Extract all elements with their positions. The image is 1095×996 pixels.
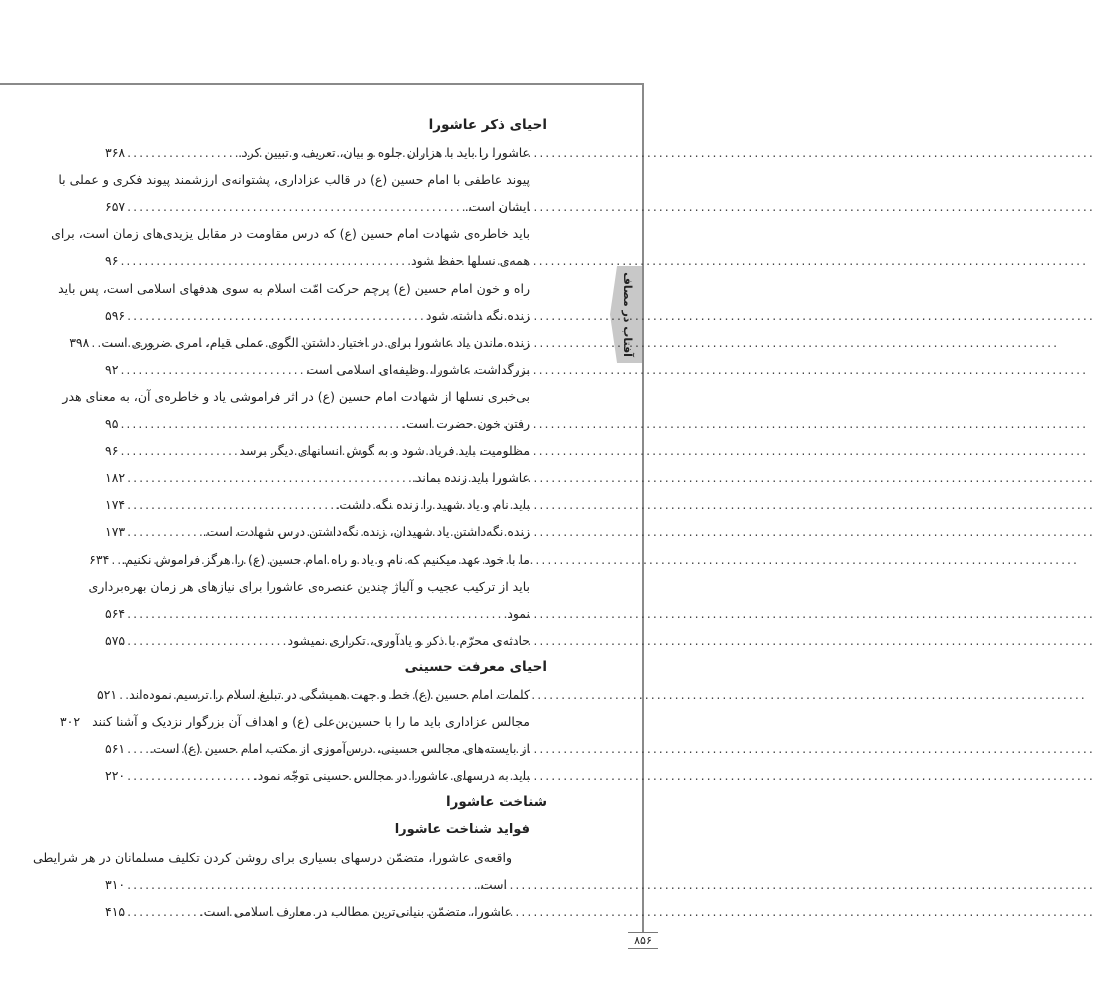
dot-leader <box>127 464 412 491</box>
index-entry-line <box>96 681 530 708</box>
page-reference: ۳۱۰ <box>105 876 126 892</box>
entry-text: مظلومیت باید فریاد شود و به گوش انسانهای دیگر برسد <box>239 443 530 459</box>
index-entry-line <box>105 356 530 383</box>
index-entry-line <box>105 410 530 437</box>
index-entry-line <box>105 302 530 329</box>
page-reference: ۵۶۴ <box>105 605 126 621</box>
index-entry-line <box>105 871 507 898</box>
book-title: آفتاب در مصاف <box>620 272 634 357</box>
entry-text: از بایسته‌های مجالس حسینی، درس‌آموزی از مکتب امام حسین (ع) است. <box>149 741 530 757</box>
dot-leader <box>127 600 507 627</box>
dot-leader <box>127 139 238 166</box>
page-reference: ۲۲۰ <box>105 768 126 784</box>
entry-text: مجالس عزاداری باید ما را با حسین‌بن‌علی (ع) و اهداف آن بزرگوار نزدیک و آشنا کنند <box>92 714 530 730</box>
dot-leader <box>127 193 465 220</box>
entry-text: باید خاطره‌ی شهادت امام حسین (ع) که درس مقاومت در مقابل یزیدی‌های زمان است، برای <box>51 226 530 242</box>
index-entry-line <box>105 627 530 654</box>
page-reference: ۹۲ <box>105 361 119 377</box>
page-number: ۸۵۶ <box>628 932 658 949</box>
entry-text: راه و خون امام حسین (ع) پرچم حرکت امّت اسلام به سوی هدفهای اسلامی است، پس باید <box>58 280 530 296</box>
index-entry-line <box>105 247 530 274</box>
entry-text: باید از ترکیب عجیب و آلیاژ چندین عنصره‌ی عاشورا برای نیازهای هر زمان بهره‌برداری <box>88 578 530 594</box>
index-entry-line <box>58 166 530 193</box>
index-entry-line <box>88 573 530 600</box>
entry-text: همه‌ی نسلها حفظ شود <box>411 253 530 269</box>
dot-leader <box>119 681 129 708</box>
dot-leader <box>120 437 239 464</box>
page-reference: ۳۰۲ <box>59 714 81 730</box>
dot-leader <box>127 735 149 762</box>
entry-text: عاشورا، متضمّن بنیانی‌ترین مطالب در معارف اسلامی است. <box>199 903 512 919</box>
dot-leader <box>111 546 121 573</box>
page-reference: ۹۶ <box>105 443 119 459</box>
index-entry-line <box>105 437 530 464</box>
entry-text: نمود <box>507 605 530 621</box>
dot-leader <box>127 871 477 898</box>
entry-text: شناخت عاشورا <box>445 794 547 811</box>
dot-leader <box>127 762 254 789</box>
page-reference: ۳۶۸ <box>105 145 126 161</box>
entry-text: رفتن خون حضرت است. <box>401 416 530 432</box>
dot-leader <box>91 329 101 356</box>
entry-text: بزرگداشت عاشورا، وظیفه‌ای اسلامی است <box>306 361 530 377</box>
section-heading <box>105 789 547 816</box>
subsection-heading <box>105 816 530 843</box>
section-heading <box>105 654 547 681</box>
index-entry-line <box>32 844 512 871</box>
index-entry-line <box>105 491 530 518</box>
index-entry-line <box>69 329 530 356</box>
page-reference: ۶۳۴ <box>89 551 110 567</box>
index-list <box>32 112 547 925</box>
page-reference: ۶۵۷ <box>105 199 126 215</box>
section-heading <box>105 112 547 139</box>
entry-text: زنده ماندن یاد عاشورا برای در اختیار داشتن الگوی عملی قیام، امری ضروری است <box>101 334 530 350</box>
index-entry-line <box>59 708 530 735</box>
page-reference: ۹۶ <box>105 253 119 269</box>
page-reference: ۵۶۱ <box>105 741 126 757</box>
entry-text: کلمات امام حسین (ع) خط و جهت همیشگی در تبلیغ اسلام را ترسیم نموده‌اند <box>129 686 530 702</box>
entry-text: بی‌خبری نسلها از شهادت امام حسین (ع) در اثر فراموشی یاد و خاطره‌ی آن، به معنای هدر <box>62 388 530 404</box>
page-reference: ۹۵ <box>105 416 119 432</box>
entry-text: احیای ذکر عاشورا <box>428 117 547 133</box>
index-entry-line <box>105 139 530 166</box>
dot-leader <box>127 627 287 654</box>
dot-leader <box>120 356 306 383</box>
index-entry-line <box>105 600 530 627</box>
page-reference: ۵۹۶ <box>105 307 126 323</box>
dot-leader <box>127 491 335 518</box>
entry-text: ایشان است. <box>464 199 530 215</box>
entry-text: باید به درسهای عاشورا در مجالس حسینی توجّه نمود. <box>253 768 530 784</box>
index-entry-line <box>105 762 530 789</box>
page-reference: ۵۷۵ <box>105 632 126 648</box>
entry-text: باید نام و یاد شهید را زنده نگه داشت. <box>335 497 530 513</box>
dot-leader <box>127 302 426 329</box>
dot-leader <box>120 410 402 437</box>
entry-text: حادثه‌ی محرّم با ذکر و یادآوری، تکراری نمیشود <box>287 632 530 648</box>
dot-leader <box>127 898 199 925</box>
index-entry-line <box>105 464 530 491</box>
index-entry-line <box>105 193 530 220</box>
page-reference: ۱۷۴ <box>105 497 126 513</box>
index-entry-line <box>105 898 512 925</box>
page-reference: ۳۹۸ <box>69 334 90 350</box>
entry-text: زنده نگه‌داشتن یاد شهیدان، زنده نگه‌داشتن درس شهادت است. <box>202 524 530 540</box>
entry-text: است. <box>476 876 507 892</box>
index-entry-line <box>62 383 530 410</box>
entry-text: ما با خود عهد میکنیم که نام و یاد و راه امام حسین (ع) را هرگز فراموش نکنیم. <box>121 551 530 567</box>
page-reference: ۴۱۵ <box>105 903 126 919</box>
top-rule <box>0 83 644 85</box>
dot-leader <box>120 247 411 274</box>
index-entry-line <box>58 275 530 302</box>
entry-text: واقعه‌ی عاشورا، متضمّن درسهای بسیاری برای روشن کردن تکلیف مسلمانان در هر شرایطی <box>32 849 512 865</box>
page-reference: ۱۸۲ <box>105 470 126 486</box>
entry-text: عاشورا را باید با هزاران جلوه و بیان، تعریف و تبیین کرد. <box>238 145 530 161</box>
entry-text: عاشورا باید زنده بماند. <box>411 470 530 486</box>
index-entry-line <box>105 735 530 762</box>
page-reference: ۵۲۱ <box>96 686 118 702</box>
index-entry-line <box>89 546 530 573</box>
entry-text: زنده نگه داشته شود <box>425 307 530 323</box>
entry-text: احیای معرفت حسینی <box>404 658 547 675</box>
index-entry-line <box>51 220 530 247</box>
dot-leader <box>127 518 202 545</box>
entry-text: فواید شناخت عاشورا <box>394 822 530 838</box>
index-entry-line <box>105 518 530 545</box>
entry-text: پیوند عاطفی با امام حسین (ع) در قالب عزاداری، پشتوانه‌ی ارزشمند پیوند فکری و عملی با <box>58 172 530 188</box>
page-reference: ۱۷۳ <box>105 524 126 540</box>
